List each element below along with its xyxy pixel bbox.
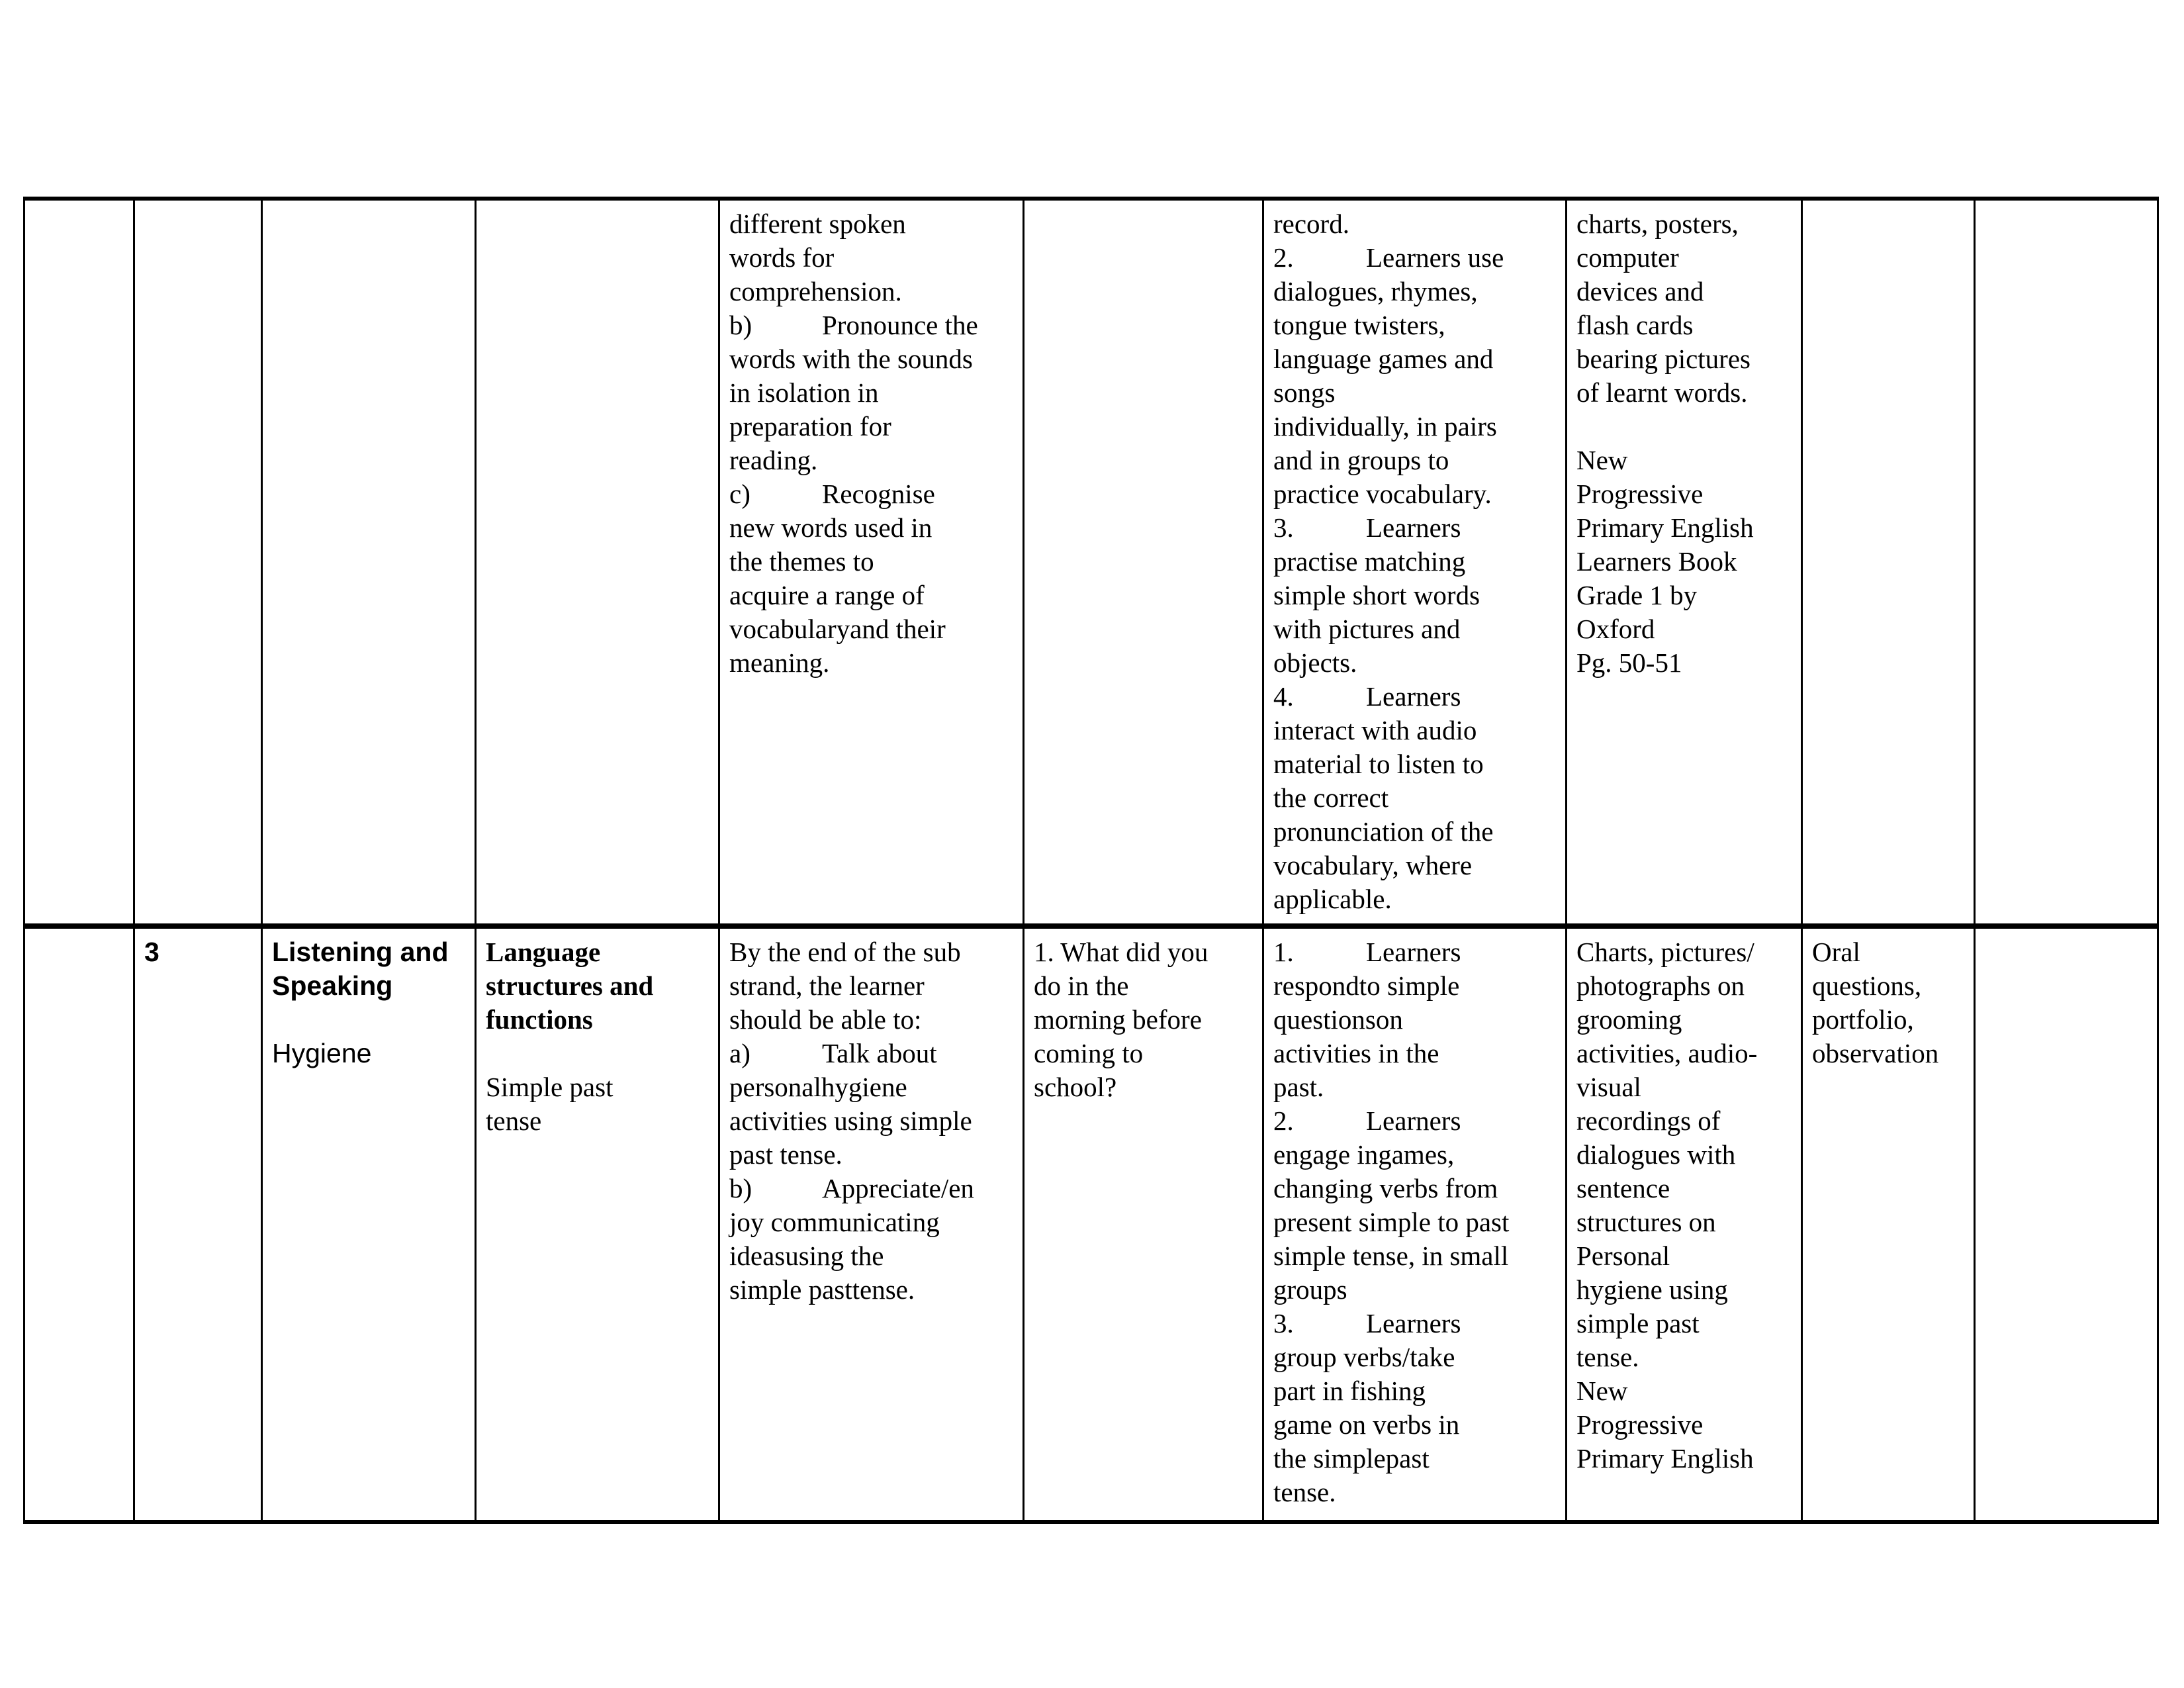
text-line: past tense. bbox=[729, 1139, 842, 1170]
text-line: pronunciation of the bbox=[1273, 816, 1494, 847]
lesson-cell-row1 bbox=[135, 201, 263, 929]
inquiry-question-cell bbox=[1024, 929, 1264, 1520]
list-marker: 2. bbox=[1273, 1105, 1294, 1136]
text-line: tense bbox=[486, 1105, 542, 1136]
text-line: Primary English bbox=[1576, 1443, 1754, 1474]
text-line: 3 bbox=[144, 937, 159, 967]
remarks-cell-row1 bbox=[1976, 201, 2157, 929]
text-line: b) Appreciate/en bbox=[729, 1172, 1013, 1205]
text-line: simple past bbox=[1576, 1308, 1700, 1338]
text-line: 1. Learners bbox=[1273, 935, 1556, 969]
text-line: morning before bbox=[1034, 1004, 1202, 1035]
text-line: simple pasttense. bbox=[729, 1274, 915, 1305]
text-line: respondto simple bbox=[1273, 970, 1460, 1001]
text-line: Learners Book bbox=[1576, 546, 1737, 577]
assessment-cell bbox=[1803, 929, 1976, 1520]
text-line: By the end of the sub bbox=[729, 937, 961, 967]
text-line: material to listen to bbox=[1273, 749, 1484, 779]
text-line: vocabulary, where bbox=[1273, 850, 1473, 880]
text-line: Grade 1 by bbox=[1576, 580, 1698, 610]
text-line: grooming bbox=[1576, 1004, 1682, 1035]
text-line: do in the bbox=[1034, 970, 1129, 1001]
list-marker: b) bbox=[729, 310, 752, 340]
text-line: functions bbox=[486, 1004, 593, 1035]
lesson-number-cell bbox=[135, 929, 263, 1520]
text-line: should be able to: bbox=[729, 1004, 922, 1035]
strand-cell bbox=[263, 929, 477, 1520]
substrand-cell bbox=[477, 929, 720, 1520]
scheme-of-work-table bbox=[23, 197, 2159, 1524]
inquiry-question-cell-row1 bbox=[1024, 201, 1264, 929]
text-line: Listening and bbox=[272, 937, 449, 967]
text-line: observation bbox=[1812, 1038, 1939, 1068]
learning-resources-cell bbox=[1567, 929, 1803, 1520]
text-line: and in groups to bbox=[1273, 445, 1449, 475]
text-line: questionson bbox=[1273, 1004, 1403, 1035]
text-line: strand, the learner bbox=[729, 970, 925, 1001]
text-line: Charts, pictures/ bbox=[1576, 937, 1754, 967]
text-line: preparation for bbox=[729, 411, 891, 442]
text-line: computer bbox=[1576, 242, 1679, 273]
text-line: tongue twisters, bbox=[1273, 310, 1445, 340]
text-line: part in fishing bbox=[1273, 1376, 1426, 1406]
text-line: b) Pronounce the bbox=[729, 308, 1013, 342]
text-line: Speaking bbox=[272, 970, 393, 1001]
list-marker: 3. bbox=[1273, 512, 1294, 543]
text-line: changing verbs from bbox=[1273, 1173, 1498, 1203]
text-line: Hygiene bbox=[272, 1038, 372, 1068]
list-marker: b) bbox=[729, 1173, 752, 1203]
text-line: the correct bbox=[1273, 782, 1389, 813]
text-line bbox=[486, 1037, 709, 1070]
text-line: photographs on bbox=[1576, 970, 1745, 1001]
list-marker: c) bbox=[729, 479, 751, 509]
text-line: game on verbs in bbox=[1273, 1409, 1460, 1440]
learning-resources-cell-row1 bbox=[1567, 201, 1803, 929]
text-line: applicable. bbox=[1273, 884, 1392, 914]
outcomes-cell-row1 bbox=[720, 201, 1024, 929]
text-line: portfolio, bbox=[1812, 1004, 1914, 1035]
text-line: songs bbox=[1273, 377, 1336, 408]
text-line: Oral bbox=[1812, 937, 1860, 967]
text-line: a) Talk about bbox=[729, 1037, 1013, 1070]
text-line: New bbox=[1576, 445, 1628, 475]
text-line: flash cards bbox=[1576, 310, 1694, 340]
text-line: group verbs/take bbox=[1273, 1342, 1455, 1372]
text-line: the themes to bbox=[729, 546, 874, 577]
text-line: recordings of bbox=[1576, 1105, 1721, 1136]
text-line: activities using simple bbox=[729, 1105, 972, 1136]
outcomes-cell bbox=[720, 929, 1024, 1520]
text-line: 3. Learners bbox=[1273, 1307, 1556, 1340]
text-line: new words used in bbox=[729, 512, 933, 543]
text-line: language games and bbox=[1273, 344, 1494, 374]
text-line: devices and bbox=[1576, 276, 1704, 306]
text-line: questions, bbox=[1812, 970, 1922, 1001]
text-line: school? bbox=[1034, 1072, 1117, 1102]
text-line: structures on bbox=[1576, 1207, 1716, 1237]
text-line: Pg. 50-51 bbox=[1576, 647, 1682, 678]
week-cell-row2 bbox=[25, 929, 135, 1520]
text-line: Primary English bbox=[1576, 512, 1754, 543]
text-line: present simple to past bbox=[1273, 1207, 1510, 1237]
text-line: of learnt words. bbox=[1576, 377, 1748, 408]
text-line: visual bbox=[1576, 1072, 1641, 1102]
list-marker: 3. bbox=[1273, 1308, 1294, 1338]
text-line: c) Recognise bbox=[729, 477, 1013, 511]
text-line: activities, audio- bbox=[1576, 1038, 1758, 1068]
text-line: practise matching bbox=[1273, 546, 1466, 577]
text-line: interact with audio bbox=[1273, 715, 1477, 745]
text-line: past. bbox=[1273, 1072, 1324, 1102]
text-line: charts, posters, bbox=[1576, 209, 1739, 239]
text-line: record. bbox=[1273, 209, 1349, 239]
list-marker: 2. bbox=[1273, 242, 1294, 273]
text-line: different spoken bbox=[729, 209, 906, 239]
text-line: Simple past bbox=[486, 1072, 614, 1102]
text-line: objects. bbox=[1273, 647, 1357, 678]
text-line: activities in the bbox=[1273, 1038, 1439, 1068]
text-line: the simplepast bbox=[1273, 1443, 1430, 1474]
text-line: coming to bbox=[1034, 1038, 1144, 1068]
text-line: joy communicating bbox=[729, 1207, 940, 1237]
text-line: tense. bbox=[1273, 1477, 1336, 1507]
text-line: words for bbox=[729, 242, 835, 273]
assessment-cell-row1 bbox=[1803, 201, 1976, 929]
text-line: bearing pictures bbox=[1576, 344, 1751, 374]
text-line: 4. Learners bbox=[1273, 680, 1556, 714]
text-line: dialogues, rhymes, bbox=[1273, 276, 1478, 306]
text-line bbox=[272, 1003, 465, 1037]
text-line: 2. Learners bbox=[1273, 1104, 1556, 1138]
strand-cell-row1 bbox=[263, 201, 477, 929]
text-line bbox=[1576, 410, 1792, 444]
text-line: Personal bbox=[1576, 1241, 1670, 1271]
text-line: 1. What did you bbox=[1034, 937, 1208, 967]
text-line: words with the sounds bbox=[729, 344, 973, 374]
text-line: ideasusing the bbox=[729, 1241, 884, 1271]
text-line: Progressive bbox=[1576, 479, 1704, 509]
text-line: simple short words bbox=[1273, 580, 1480, 610]
text-line: Language bbox=[486, 937, 601, 967]
text-line: vocabularyand their bbox=[729, 614, 946, 644]
remarks-cell bbox=[1976, 929, 2157, 1520]
week-cell-row1 bbox=[25, 201, 135, 929]
text-line: comprehension. bbox=[729, 276, 902, 306]
substrand-cell-row1 bbox=[477, 201, 720, 929]
text-line: simple tense, in small bbox=[1273, 1241, 1509, 1271]
text-line: Oxford bbox=[1576, 614, 1655, 644]
text-line: sentence bbox=[1576, 1173, 1670, 1203]
text-line: in isolation in bbox=[729, 377, 879, 408]
text-line: structures and bbox=[486, 970, 654, 1001]
text-line: dialogues with bbox=[1576, 1139, 1736, 1170]
text-line: 2. Learners use bbox=[1273, 241, 1556, 275]
text-line: engage ingames, bbox=[1273, 1139, 1455, 1170]
text-line: practice vocabulary. bbox=[1273, 479, 1492, 509]
text-line: with pictures and bbox=[1273, 614, 1461, 644]
text-line: groups bbox=[1273, 1274, 1347, 1305]
text-line: hygiene using bbox=[1576, 1274, 1728, 1305]
learning-experiences-cell-row1 bbox=[1264, 201, 1567, 929]
text-line: reading. bbox=[729, 445, 818, 475]
list-marker: 1. bbox=[1273, 937, 1294, 967]
text-line: individually, in pairs bbox=[1273, 411, 1497, 442]
list-marker: a) bbox=[729, 1038, 751, 1068]
text-line: personalhygiene bbox=[729, 1072, 907, 1102]
text-line: Progressive bbox=[1576, 1409, 1704, 1440]
text-line: New bbox=[1576, 1376, 1628, 1406]
text-line: meaning. bbox=[729, 647, 830, 678]
text-line: 3. Learners bbox=[1273, 511, 1556, 545]
learning-experiences-cell bbox=[1264, 929, 1567, 1520]
text-line: tense. bbox=[1576, 1342, 1639, 1372]
list-marker: 4. bbox=[1273, 681, 1294, 712]
text-line: acquire a range of bbox=[729, 580, 925, 610]
